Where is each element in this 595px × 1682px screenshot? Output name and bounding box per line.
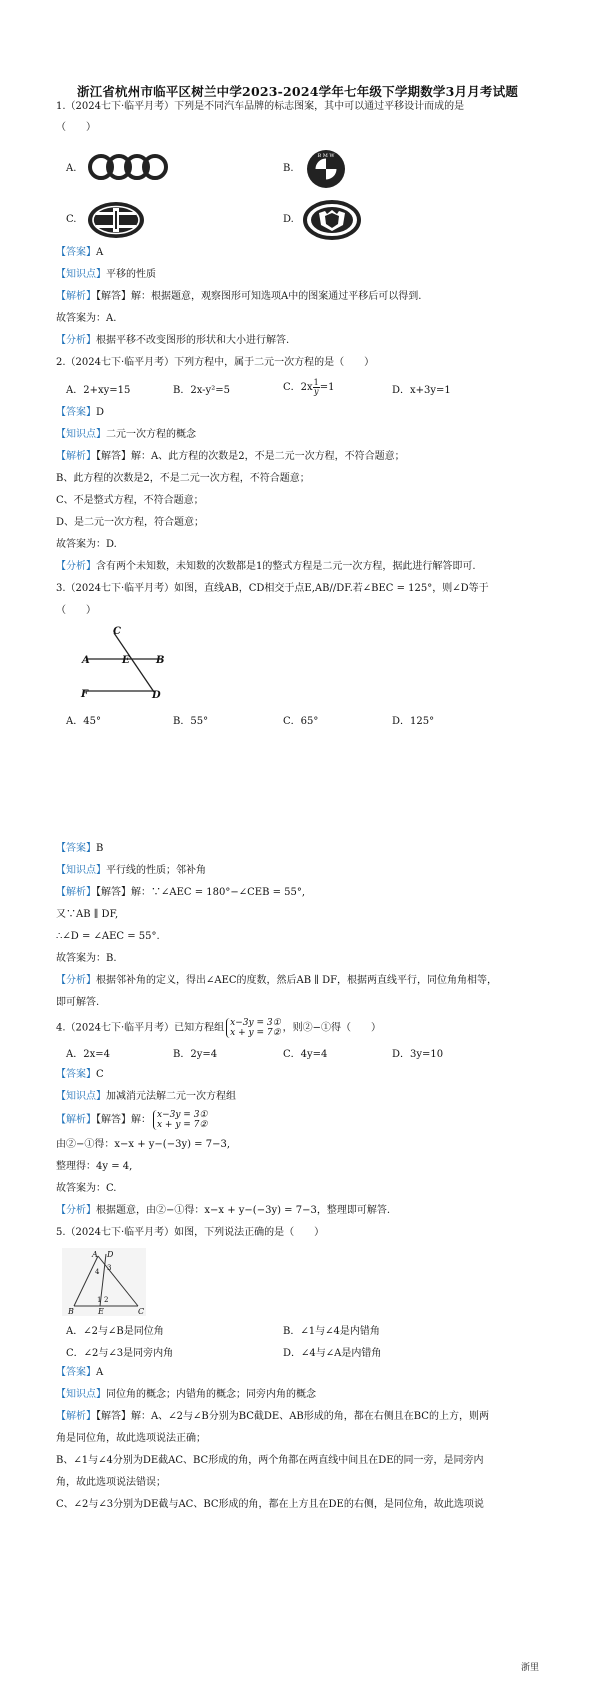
label-e: E — [98, 1307, 104, 1316]
q5-analysis-4: 角，故此选项说法错误； — [56, 1477, 166, 1488]
q2-option-c-pre: C．2x — [283, 382, 313, 393]
q5-stem: 5.（2024七下·临平月考）如图，下列说法正确的是（ ） — [56, 1227, 325, 1238]
answer-value: A — [96, 247, 104, 258]
knowledge-tag: 【知识点】 — [56, 429, 106, 440]
analysis-text: 【解答】解：∵∠AEC = 180°−∠CEB = 55°, — [96, 887, 306, 898]
label-c: C — [138, 1307, 145, 1316]
answer-value: A — [96, 1367, 104, 1378]
q3-option-b: B．55° — [173, 716, 209, 727]
q4-analysis-eq-1: x−3y = 3① — [157, 1110, 208, 1120]
label-e: E — [122, 655, 130, 666]
q2-stem: 2.（2024七下·临平月考）下列方程中，属于二元一次方程的是（ ） — [56, 357, 375, 368]
audi-logo-image — [86, 152, 170, 182]
q4-fenxi — [56, 1204, 390, 1217]
bmw-logo-image — [303, 149, 349, 189]
analysis-text: 【解答】解：根据题意，观察图形可知选项A中的图案通过平移后可以得到. — [96, 291, 422, 302]
label-a: A — [82, 655, 90, 666]
q3-analysis-3: ∴∠D = ∠AEC = 55°. — [56, 931, 160, 942]
answer-tag: 【答案】 — [56, 1367, 96, 1378]
q3-option-a: A．45° — [66, 716, 101, 727]
q2-option-d: D．x+3y=1 — [392, 385, 451, 396]
q3-figure — [76, 624, 176, 702]
q5-figure — [62, 1248, 146, 1316]
fraction-numerator: 1 — [313, 378, 319, 387]
q2-option-c-post: =1 — [319, 382, 335, 393]
q3-paren: （ ） — [56, 605, 96, 616]
q5-option-a: A．∠2与∠B是同位角 — [66, 1326, 164, 1337]
q4-analysis-eq-2: x + y = 7② — [157, 1120, 208, 1130]
q4-stem-pre: 4.（2024七下·临平月考）已知方程组 — [56, 1022, 225, 1034]
label-d: D — [152, 690, 161, 701]
knowledge-tag: 【知识点】 — [56, 269, 106, 280]
knowledge-value: 二元一次方程的概念 — [106, 429, 196, 440]
page-footer: 浙里 — [520, 1663, 539, 1673]
knowledge-tag: 【知识点】 — [56, 865, 106, 876]
analysis-tag: 【解析】 — [56, 887, 96, 898]
q4-analysis — [56, 1110, 209, 1130]
q2-analysis-b: B、此方程的次数是2，不是二元一次方程，不符合题意； — [56, 473, 310, 484]
fenxi-tag: 【分析】 — [56, 975, 96, 986]
label-angle-2: 2 — [104, 1296, 109, 1304]
q5-knowledge — [56, 1388, 316, 1401]
answer-value: D — [96, 407, 105, 418]
q2-option-b: B．2x-y²=5 — [173, 385, 230, 396]
q1-option-d-label: D. — [283, 214, 294, 225]
q1-answer — [56, 246, 103, 259]
label-f: F — [81, 689, 89, 700]
knowledge-value: 加减消元法解二元一次方程组 — [106, 1091, 236, 1102]
page-title: 浙江省杭州市临平区树兰中学2023-2024学年七年级下学期数学3月月考试题 — [76, 84, 519, 99]
fenxi-text: 根据题意，由②−①得：x−x + y−(−3y) = 7−3，整理即可解答. — [96, 1205, 391, 1216]
q2-answer — [56, 406, 104, 419]
q3-stem: 3.（2024七下·临平月考）如图，直线AB，CD相交于点E,AB//DF.若∠BEC = 125°，则∠D等于 — [56, 583, 489, 594]
knowledge-tag: 【知识点】 — [56, 1091, 106, 1102]
q3-option-c: C．65° — [283, 716, 319, 727]
q5-analysis-3: B、∠1与∠4分别为DE截AC、BC形成的角，两个角都在两直线中间且在DE的同一旁，是同旁内 — [56, 1455, 484, 1466]
q2-option-c-fraction — [313, 379, 320, 396]
answer-value: B — [96, 843, 104, 854]
analysis-text: 【解答】解：A、∠2与∠B分别为BC截DE、AB形成的角，都在右侧且在BC的上方，则两 — [96, 1411, 489, 1422]
q4-equation-2: x + y = 7② — [230, 1028, 281, 1038]
bmw-logo-text: B M W — [317, 153, 335, 159]
q2-conclusion: 故答案为：D. — [56, 539, 117, 550]
fenxi-tag: 【分析】 — [56, 561, 96, 572]
q1-option-a-label: A. — [66, 163, 77, 174]
q3-fenxi-2: 即可解答. — [56, 997, 100, 1008]
q1-option-b-label: B. — [283, 163, 294, 174]
q5-answer — [56, 1366, 103, 1379]
q4-answer — [56, 1068, 104, 1081]
faw-logo-image — [86, 200, 146, 240]
q5-option-b: B．∠1与∠4是内错角 — [283, 1326, 380, 1337]
analysis-tag: 【解析】 — [56, 1114, 96, 1126]
q2-analysis — [56, 450, 405, 463]
fraction-denominator: y — [313, 387, 319, 396]
q1-analysis — [56, 290, 421, 303]
q3-fenxi — [56, 974, 497, 987]
analysis-tag: 【解析】 — [56, 451, 96, 462]
q2-option-c — [283, 378, 335, 396]
q2-fenxi — [56, 560, 476, 573]
q5-option-c: C．∠2与∠3是同旁内角 — [66, 1348, 174, 1359]
knowledge-tag: 【知识点】 — [56, 1389, 106, 1400]
q5-analysis-5: C、∠2与∠3分别为DE截与AC、BC形成的角，都在上方且在DE的右侧，是同位角，故此选项说 — [56, 1499, 484, 1510]
fenxi-text: 根据平移不改变图形的形状和大小进行解答. — [96, 335, 290, 346]
q4-option-b: B．2y=4 — [173, 1049, 218, 1060]
q1-paren: （ ） — [56, 122, 96, 133]
q4-option-c: C．4y=4 — [283, 1049, 328, 1060]
answer-value: C — [96, 1069, 104, 1080]
q4-conclusion: 故答案为：C. — [56, 1183, 117, 1194]
q3-answer — [56, 842, 103, 855]
q1-fenxi — [56, 334, 289, 347]
q3-conclusion: 故答案为：B. — [56, 953, 117, 964]
q1-knowledge — [56, 268, 156, 281]
q3-option-d: D．125° — [392, 716, 435, 727]
q3-knowledge — [56, 864, 206, 877]
q1-option-c-label: C. — [66, 214, 77, 225]
q5-analysis — [56, 1410, 489, 1423]
label-angle-4: 4 — [95, 1268, 100, 1276]
q5-option-d: D．∠4与∠A是内错角 — [283, 1348, 382, 1359]
knowledge-value: 平行线的性质；邻补角 — [106, 865, 206, 876]
q4-option-d: D．3y=10 — [392, 1049, 444, 1060]
label-angle-1: 1 — [97, 1296, 102, 1304]
label-a: A — [92, 1250, 98, 1259]
q4-analysis-system — [153, 1110, 207, 1130]
analysis-text: 【解答】解：A、此方程的次数是2，不是二元一次方程，不符合题意； — [96, 451, 405, 462]
fenxi-text: 根据邻补角的定义，得出∠AEC的度数，然后AB ∥ DF，根据两直线平行，同位角角相等， — [96, 975, 498, 986]
label-d: D — [107, 1250, 114, 1259]
knowledge-value: 同位角的概念；内错角的概念；同旁内角的概念 — [106, 1389, 316, 1400]
q2-option-a: A．2+xy=15 — [66, 385, 131, 396]
label-c: C — [113, 626, 121, 637]
q3-analysis-2: 又∵AB ∥ DF, — [56, 909, 119, 920]
answer-tag: 【答案】 — [56, 843, 96, 854]
q3-analysis — [56, 886, 305, 899]
label-b: B — [68, 1307, 74, 1316]
q4-equation-system — [226, 1018, 280, 1038]
fenxi-tag: 【分析】 — [56, 1205, 96, 1216]
q1-conclusion: 故答案为：A. — [56, 313, 117, 324]
q5-analysis-2: 角是同位角，故此选项说法正确； — [56, 1433, 206, 1444]
knowledge-value: 平移的性质 — [106, 269, 156, 280]
q4-stem — [56, 1018, 381, 1038]
q1-stem: 1.（2024七下·临平月考）下列是不同汽车品牌的标志图案，其中可以通过平移设计而成的是 — [56, 101, 465, 112]
analysis-tag: 【解析】 — [56, 1411, 96, 1422]
q2-analysis-d: D、是二元一次方程，符合题意； — [56, 517, 205, 528]
fenxi-text: 含有两个未知数，未知数的次数都是1的整式方程是二元一次方程，据此进行解答即可. — [96, 561, 476, 572]
q4-knowledge — [56, 1090, 236, 1103]
q4-analysis-2: 由②−①得：x−x + y−(−3y) = 7−3, — [56, 1139, 231, 1150]
q4-stem-post: ，则②−①得（ ） — [282, 1022, 382, 1034]
q2-analysis-c: C、不是整式方程，不符合题意； — [56, 495, 204, 506]
analysis-text: 【解答】解： — [96, 1114, 151, 1126]
q4-analysis-3: 整理得：4y = 4, — [56, 1161, 133, 1172]
great-wall-logo-image — [303, 200, 361, 240]
q4-equation-1: x−3y = 3① — [230, 1018, 281, 1028]
answer-tag: 【答案】 — [56, 247, 96, 258]
label-angle-3: 3 — [107, 1264, 112, 1272]
fenxi-tag: 【分析】 — [56, 335, 96, 346]
answer-tag: 【答案】 — [56, 407, 96, 418]
analysis-tag: 【解析】 — [56, 291, 96, 302]
answer-tag: 【答案】 — [56, 1069, 96, 1080]
label-b: B — [156, 655, 165, 666]
q4-option-a: A．2x=4 — [66, 1049, 110, 1060]
q2-knowledge — [56, 428, 196, 441]
